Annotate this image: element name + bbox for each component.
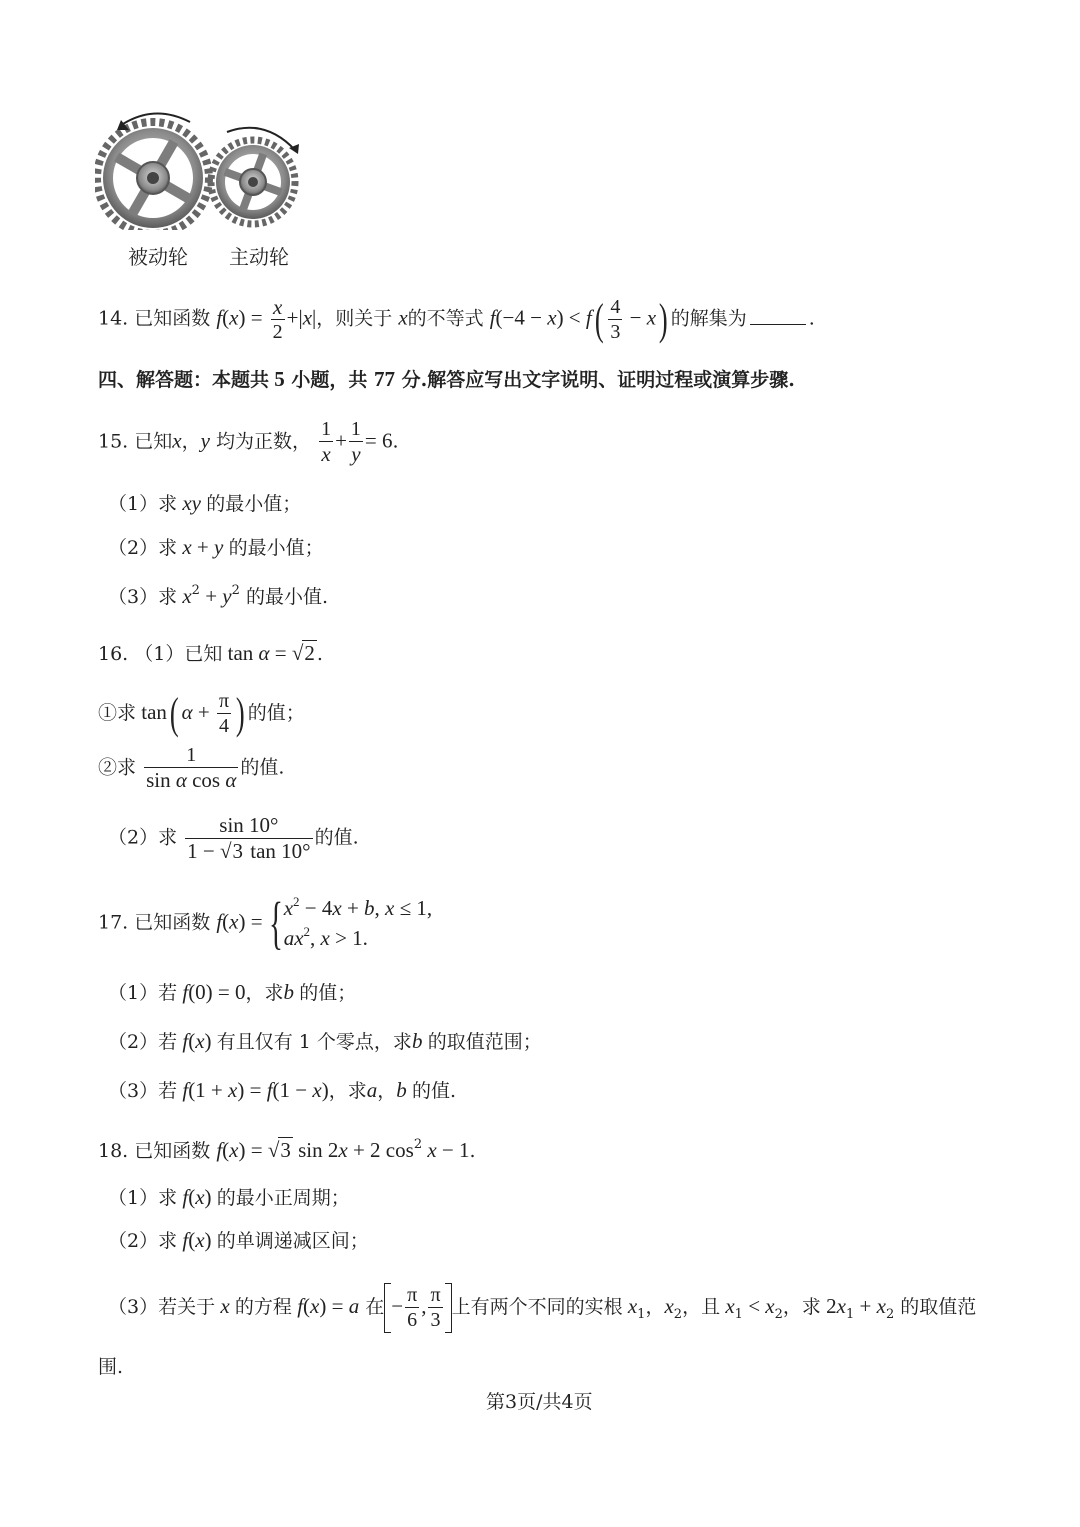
question-16-sub-2: ②求 $\frac{1}{\text{sin α cos α}}$ 的值. bbox=[98, 744, 285, 792]
question-14: 14. 已知函数 f(x) = $\frac{x}{2}$ +|x|，则关于 x的不等式 f(−4 − x) < f( $\frac{4}{3}$ − x) 的解集为 . bbox=[98, 294, 815, 344]
gears-figure bbox=[95, 110, 310, 230]
question-16-sub-1: ①求 tan( α + $\frac{\pi}{4}$ ) 的值； bbox=[98, 689, 305, 738]
page-number: 第3页/共4页 bbox=[486, 1391, 593, 1413]
question-18-part-2: （2）求 f(x) 的单调递减区间； bbox=[108, 1228, 369, 1252]
question-17: 17. 已知函数 f(x) = { $x^2 - 4x + b$, x ≤ 1, $ax^2$, x > 1. bbox=[98, 890, 433, 956]
section-heading: 四、解答题：本题共 5 小题，共 77 分.解答应写出文字说明、证明过程或演算步骤. bbox=[98, 367, 795, 391]
question-text: 的不等式 bbox=[407, 307, 484, 330]
question-16: 16. （1）已知 tan α = √2 . bbox=[98, 641, 323, 665]
question-18-part-3-continued: 围. bbox=[98, 1356, 124, 1378]
question-15-part-3: （3）求 $x^2 + y^2$ 的最小值. bbox=[108, 583, 328, 608]
answer-blank bbox=[750, 324, 806, 325]
question-17-part-2: （2）若 f(x) 有且仅有 1 个零点，求b 的取值范围； bbox=[108, 1029, 542, 1053]
question-15-part-1: （1）求 xy 的最小值； bbox=[108, 491, 302, 515]
question-18-part-3: （3）若关于 x 的方程 f(x) = a 在 − $\frac{\pi}{6}$ , $\frac{\pi}{3}$ 上有两个不同的实根 $x_1$，$x_2$，且 $x_1 < x_2$，求 $2x_1 + x_2$ 的取值范 bbox=[108, 1284, 977, 1331]
question-17-part-3: （3）若 f(1 + x) = f(1 − x)，求a，b 的值. bbox=[108, 1078, 457, 1102]
question-17-part-1: （1）若 f(0) = 0，求b 的值； bbox=[108, 980, 357, 1004]
question-number: 14. bbox=[98, 307, 129, 330]
question-text: 的解集为 bbox=[670, 307, 747, 330]
question-text: 已知函数 bbox=[134, 307, 211, 330]
active-gear-icon bbox=[211, 140, 295, 224]
active-gear-label: 主动轮 bbox=[229, 245, 289, 269]
question-15-part-2: （2）求 x + y 的最小值； bbox=[108, 535, 324, 559]
passive-gear-icon bbox=[97, 122, 209, 230]
question-16-part-2: （2）求 $\frac{\sin 10^\circ}{1 - √3 \tan 10^\circ}$ 的值. bbox=[108, 813, 359, 863]
question-text: ，则关于 bbox=[316, 307, 393, 330]
question-18: 18. 已知函数 f(x) = √3 sin 2x + 2 $\cos^2 x - 1$. bbox=[98, 1137, 476, 1162]
question-15: 15. 已知x，y 均为正数， $\frac{1}{x}$ + $\frac{1}{y}$ = 6. bbox=[98, 418, 399, 466]
question-18-part-1: （1）求 f(x) 的最小正周期； bbox=[108, 1185, 350, 1209]
passive-gear-label: 被动轮 bbox=[128, 245, 188, 269]
